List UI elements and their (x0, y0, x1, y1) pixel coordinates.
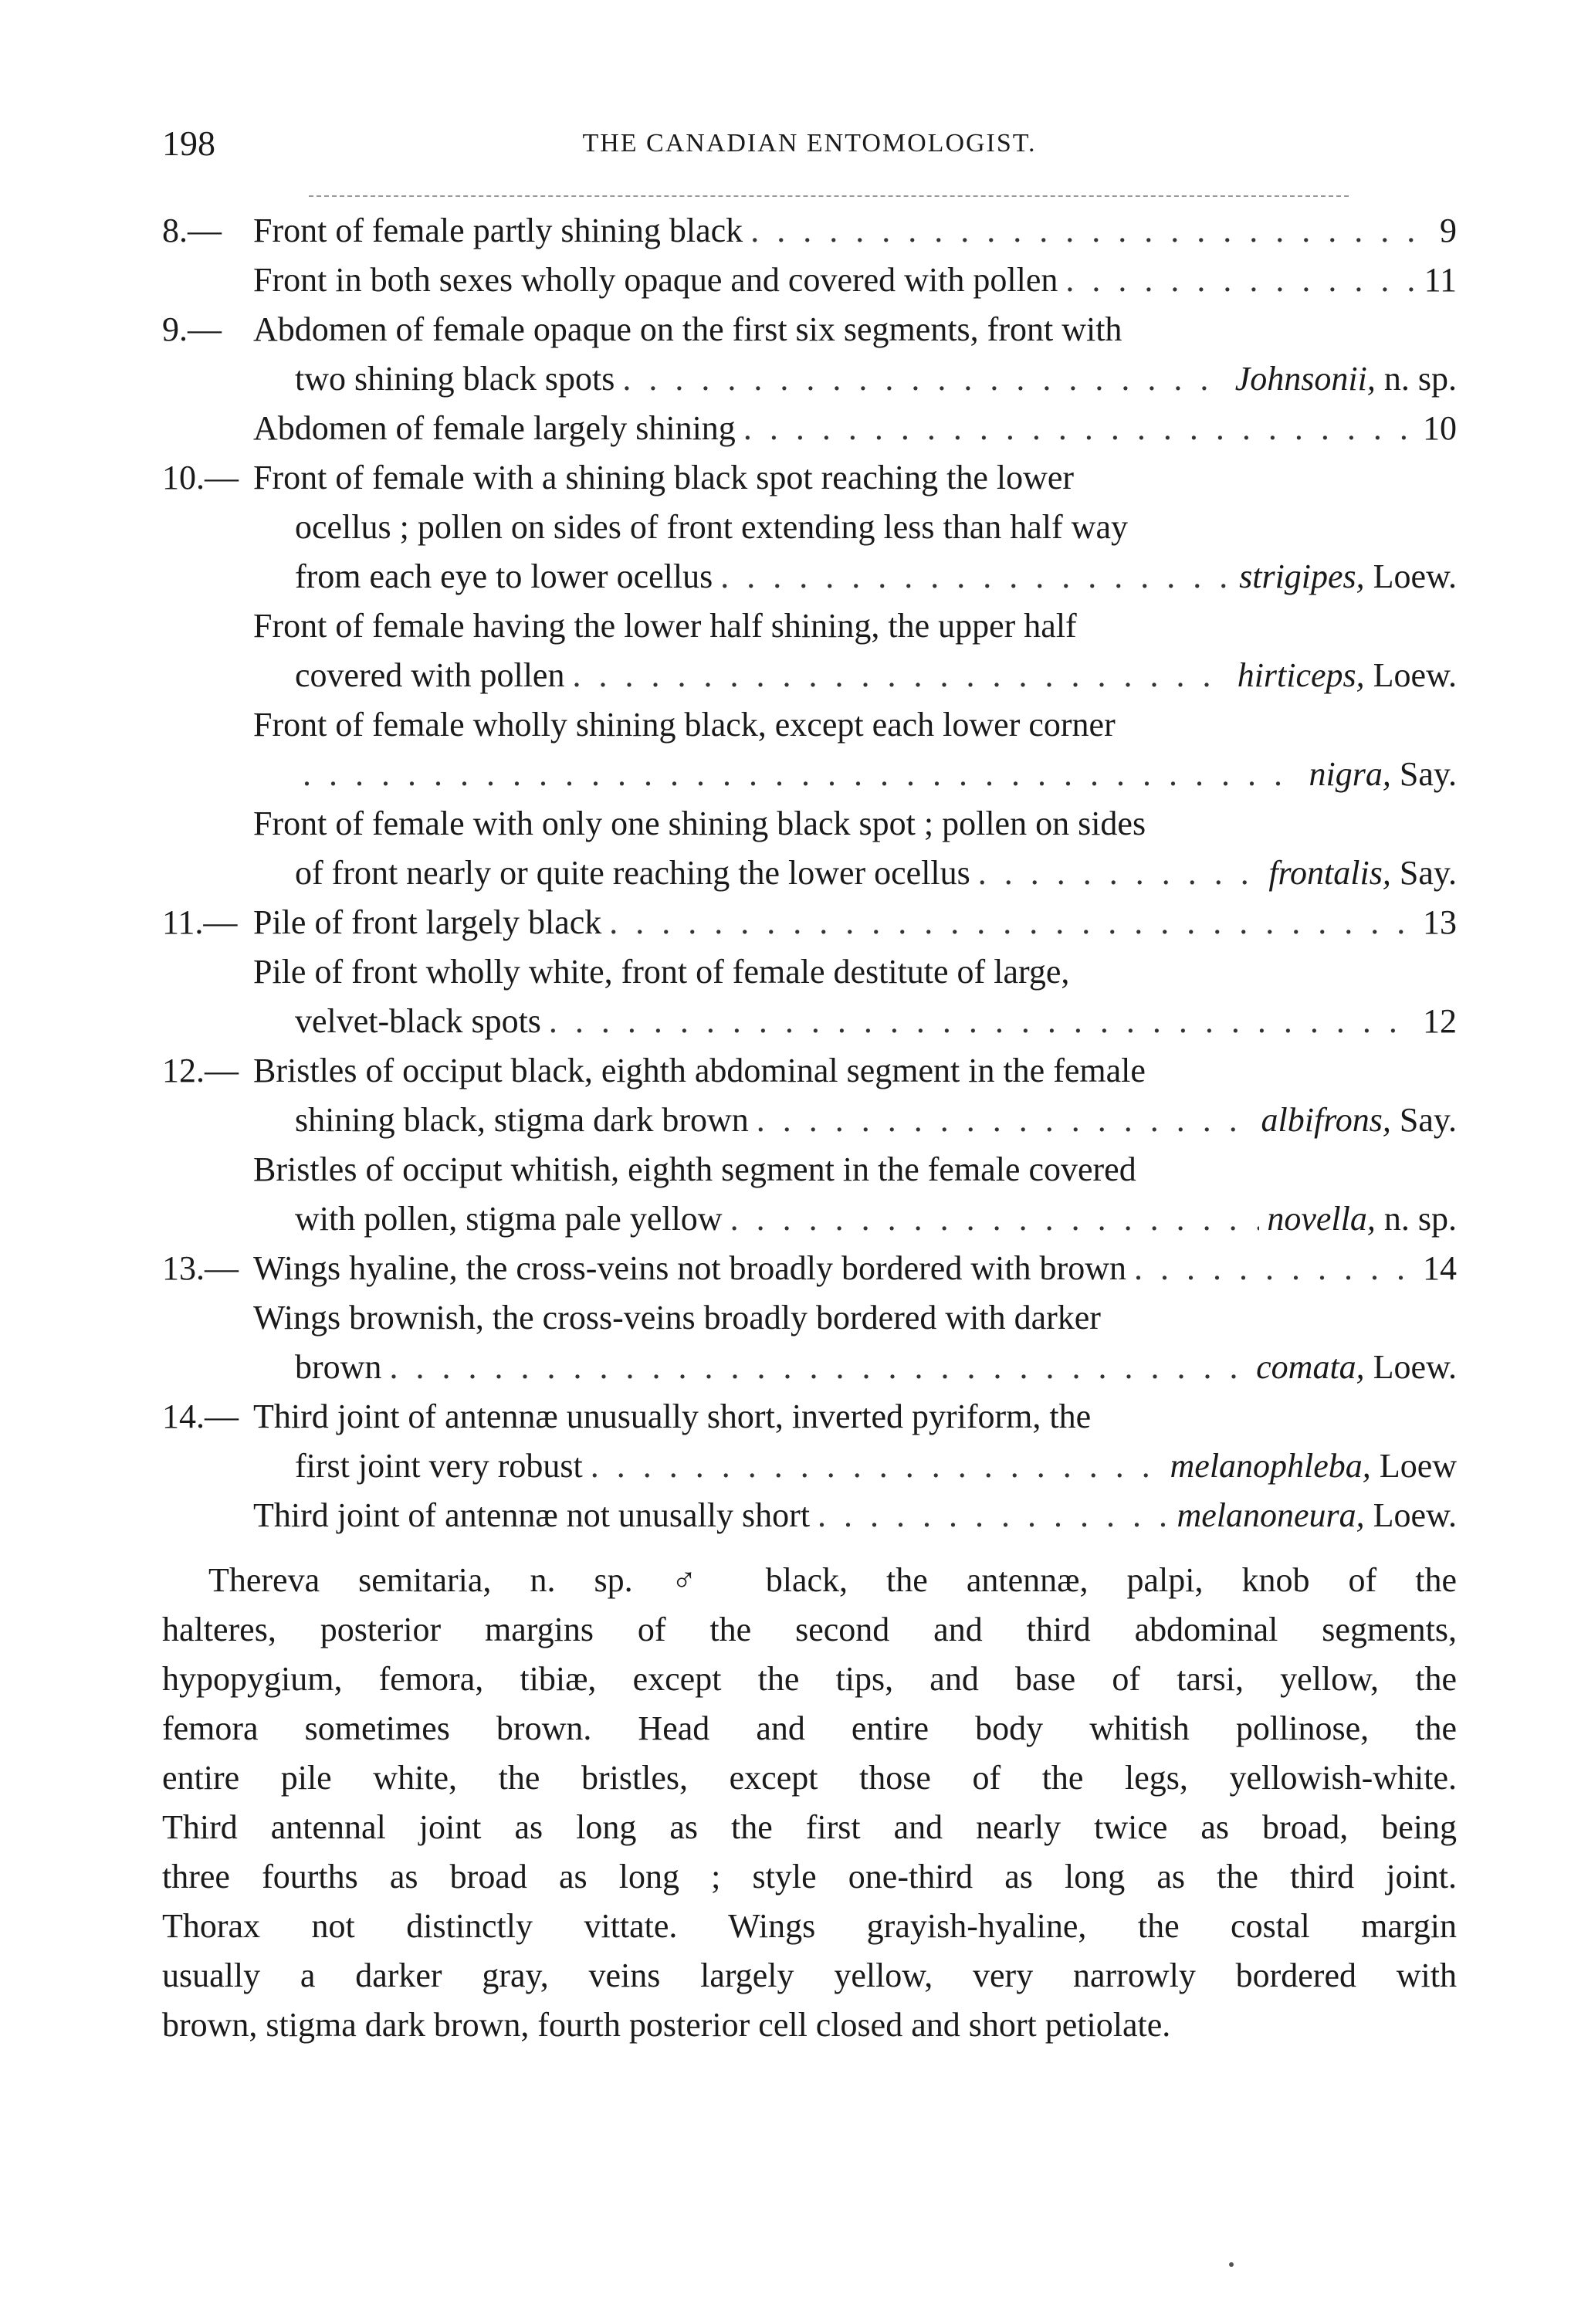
description-line: hypopygium, femora, tibiæ, except the tips, and base of tarsi, yellow, the (162, 1660, 1457, 1698)
leader-dots (609, 898, 1415, 947)
species-name: Johnsonii, (1234, 360, 1376, 398)
key-target-text: 11 (1424, 261, 1457, 299)
key-line (162, 1244, 1457, 1293)
leader-dots (743, 404, 1415, 453)
key-line (162, 799, 1457, 849)
key-target (1235, 354, 1457, 404)
species-name: comata, (1256, 1348, 1365, 1386)
couplet-number: 13.— (162, 1249, 239, 1287)
key-line (162, 552, 1457, 601)
key-line (162, 849, 1457, 898)
description-line: Third antennal joint as long as the first and nearly twice as broad, being (162, 1808, 1457, 1846)
key-text: Wings brownish, the cross-veins broadly bordered with darker (253, 1299, 1101, 1336)
key-text: Pile of front wholly white, front of female destitute of large, (253, 953, 1070, 991)
key-text: Front in both sexes wholly opaque and covered with pollen (253, 261, 1058, 299)
running-title: THE CANADIAN ENTOMOLOGIST. (582, 129, 1037, 158)
leader-dots (978, 849, 1261, 898)
description-line: usually a darker gray, veins largely yellow, very narrowly bordered with (162, 1956, 1457, 1994)
key-target (1170, 1441, 1457, 1491)
key-entry (162, 305, 1457, 404)
key-target (1423, 1244, 1457, 1293)
key-entry (162, 1392, 1457, 1491)
key-line (162, 1046, 1457, 1096)
key-line (162, 601, 1457, 651)
key-line (162, 1392, 1457, 1441)
key-text: Front of female with only one shining black spot ; pollen on sides (253, 805, 1146, 842)
key-entry (162, 1293, 1457, 1392)
species-name: novella, (1267, 1200, 1376, 1238)
key-line (162, 1343, 1457, 1392)
key-line (162, 1491, 1457, 1540)
key-line (162, 1145, 1457, 1194)
couplet-number: 8.— (162, 212, 222, 249)
leader-dots (750, 206, 1432, 256)
description-line: halteres, posterior margins of the second and third abdominal segments, (162, 1611, 1457, 1648)
key-target (1440, 206, 1457, 256)
key-text: covered with pollen (295, 656, 565, 694)
couplet-number: 11.— (162, 903, 238, 941)
leader-dots (757, 1096, 1254, 1145)
key-text: shining black, stigma dark brown (295, 1101, 749, 1139)
key-target (1261, 1096, 1457, 1145)
leader-dots (818, 1491, 1169, 1540)
identification-key (162, 206, 1457, 1540)
key-line (162, 503, 1457, 552)
key-text: brown (295, 1348, 382, 1386)
key-entry (162, 256, 1457, 305)
leader-dots (591, 1441, 1163, 1491)
key-entry (162, 947, 1457, 1046)
key-entry (162, 601, 1457, 700)
key-text: Abdomen of female opaque on the first six segments, front with (253, 310, 1122, 348)
key-text: Front of female partly shining black (253, 212, 743, 249)
species-description (162, 1556, 1457, 2050)
key-target (1309, 750, 1457, 799)
species-name: frontalis, (1268, 854, 1391, 892)
key-text: from each eye to lower ocellus (295, 557, 713, 595)
key-target-text: Say. (1399, 755, 1457, 793)
key-target-text: Loew. (1373, 1348, 1457, 1386)
key-entry (162, 799, 1457, 898)
key-text: of front nearly or quite reaching the lower ocellus (295, 854, 970, 892)
leader-dots (720, 552, 1231, 601)
key-target-text: Loew (1379, 1447, 1457, 1485)
key-text: Front of female with a shining black spot reaching the lower (253, 459, 1075, 496)
key-target-text: Say. (1399, 854, 1457, 892)
header-rule (309, 195, 1349, 197)
page-header (162, 112, 1457, 181)
species-name: albifrons, (1261, 1101, 1391, 1139)
description-line: Thorax not distinctly vittate. Wings grayish-hyaline, the costal margin (162, 1907, 1457, 1945)
key-target (1423, 898, 1457, 947)
species-name: nigra, (1309, 755, 1391, 793)
key-text: ocellus ; pollen on sides of front extending less than half way (295, 508, 1128, 546)
key-line (162, 1096, 1457, 1145)
key-target (1267, 1194, 1457, 1244)
key-target-text: 9 (1440, 212, 1457, 249)
leader-dots (389, 1343, 1248, 1392)
description-line: entire pile white, the bristles, except those of the legs, yellowish-white. (162, 1759, 1457, 1797)
key-line (162, 1293, 1457, 1343)
description-line: brown, stigma dark brown, fourth posterior cell closed and short petiolate. (162, 2006, 1171, 2044)
leader-dots (730, 1194, 1260, 1244)
key-line (162, 1194, 1457, 1244)
key-target (1239, 552, 1457, 601)
key-entry (162, 1244, 1457, 1293)
key-target (1423, 404, 1457, 453)
key-target-text: Say. (1399, 1101, 1457, 1139)
species-name: hirticeps, (1237, 656, 1365, 694)
key-line (162, 651, 1457, 700)
key-text: Bristles of occiput whitish, eighth segment in the female covered (253, 1150, 1136, 1188)
leader-dots (549, 997, 1415, 1046)
key-line (162, 750, 1457, 799)
species-name: melanoneura, (1177, 1496, 1365, 1534)
leader-dots (1134, 1244, 1415, 1293)
key-line (162, 1441, 1457, 1491)
key-text: Abdomen of female largely shining (253, 409, 736, 447)
key-target-text: 12 (1423, 1002, 1457, 1040)
couplet-number: 10.— (162, 459, 239, 496)
page-speck (1229, 2262, 1234, 2267)
key-entry (162, 700, 1457, 799)
leader-dots (622, 354, 1227, 404)
key-entry (162, 1145, 1457, 1244)
key-entry (162, 453, 1457, 601)
key-line (162, 305, 1457, 354)
key-target-text: Loew. (1373, 656, 1457, 694)
key-text: Bristles of occiput black, eighth abdominal segment in the female (253, 1052, 1146, 1089)
key-text: first joint very robust (295, 1447, 583, 1485)
key-line (162, 997, 1457, 1046)
key-text: Third joint of antennæ not unusally short (253, 1496, 811, 1534)
key-target (1423, 997, 1457, 1046)
key-entry (162, 206, 1457, 256)
key-text: Front of female having the lower half shining, the upper half (253, 607, 1077, 645)
description-line: three fourths as broad as long ; style one-third as long as the third joint. (162, 1858, 1457, 1895)
key-target-text: 10 (1423, 409, 1457, 447)
key-target-text: Loew. (1373, 557, 1457, 595)
page-number: 198 (162, 124, 215, 163)
key-target (1238, 651, 1457, 700)
leader-dots (1065, 256, 1416, 305)
species-name: melanophleba, (1170, 1447, 1371, 1485)
key-target (1268, 849, 1457, 898)
couplet-number: 14.— (162, 1397, 239, 1435)
key-text: Pile of front largely black (253, 903, 602, 941)
key-target-text: 14 (1423, 1249, 1457, 1287)
description-line: femora sometimes brown. Head and entire body whitish pollinose, the (162, 1709, 1457, 1747)
key-target-text: n. sp. (1383, 360, 1457, 398)
key-line (162, 453, 1457, 503)
key-text: two shining black spots (295, 360, 615, 398)
key-line (162, 354, 1457, 404)
key-target (1424, 256, 1457, 305)
description-line: Thereva semitaria, n. sp. ♂ black, the antennæ, palpi, knob of the (208, 1561, 1457, 1599)
key-target-text: n. sp. (1383, 1200, 1457, 1238)
key-text: Front of female wholly shining black, except each lower corner (253, 706, 1116, 744)
key-entry (162, 898, 1457, 947)
key-target (1256, 1343, 1457, 1392)
key-line (162, 898, 1457, 947)
species-name: strigipes, (1239, 557, 1365, 595)
key-target-text: Loew. (1373, 1496, 1457, 1534)
key-text: Wings hyaline, the cross-veins not broadly bordered with brown (253, 1249, 1126, 1287)
couplet-number: 12.— (162, 1052, 239, 1089)
key-text: velvet-black spots (295, 1002, 541, 1040)
key-line (162, 206, 1457, 256)
key-line (162, 700, 1457, 750)
couplet-number: 9.— (162, 310, 222, 348)
key-text: with pollen, stigma pale yellow (295, 1200, 723, 1238)
key-line (162, 256, 1457, 305)
key-entry (162, 1491, 1457, 1540)
key-target (1177, 1491, 1457, 1540)
key-entry (162, 404, 1457, 453)
key-line (162, 947, 1457, 997)
key-text: Third joint of antennæ unusually short, inverted pyriform, the (253, 1397, 1092, 1435)
leader-dots (303, 750, 1301, 799)
key-line (162, 404, 1457, 453)
key-entry (162, 1046, 1457, 1145)
leader-dots (572, 651, 1229, 700)
key-target-text: 13 (1423, 903, 1457, 941)
